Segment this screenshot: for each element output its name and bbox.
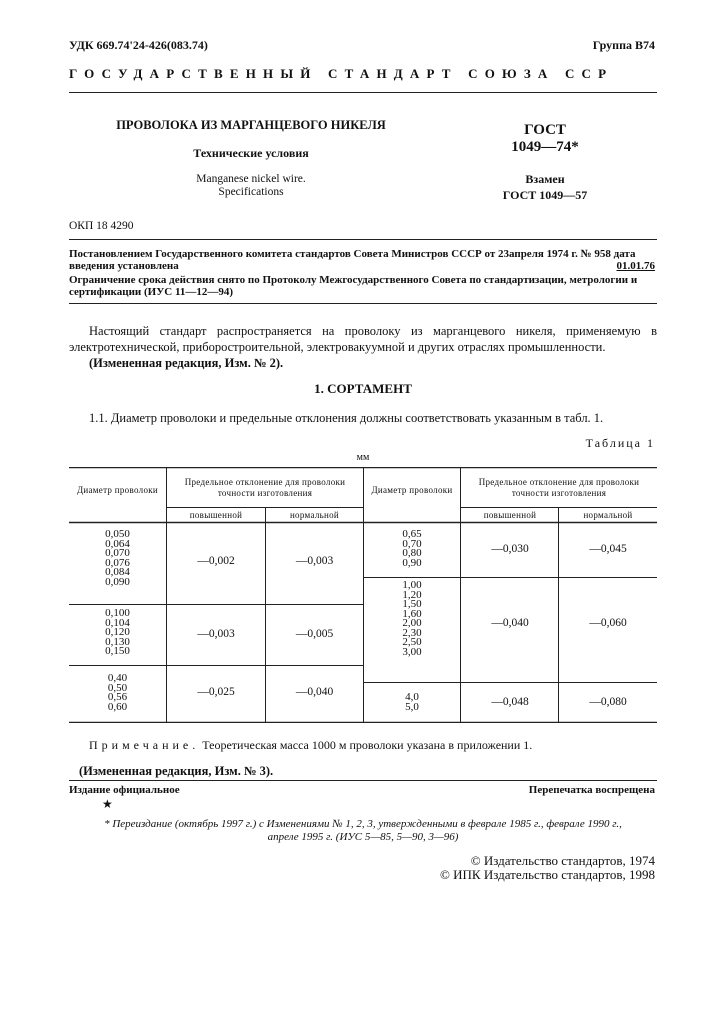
reprint-prohibited: Перепечатка воспрещена — [528, 784, 655, 796]
left-group-2-diameters: 0,100 0,104 0,120 0,130 0,150 — [105, 607, 130, 657]
scope-edition-note: (Измененная редакция, Изм. № 2). — [89, 356, 284, 370]
gost-label: ГОСТ — [524, 122, 566, 138]
right-group-3-diameters: 4,0 5,0 — [405, 691, 419, 713]
right-group-2-diameters: 1,00 1,20 1,50 1,60 2,00 2,30 2,50 3,00 — [402, 579, 422, 658]
right-group-2-normal: —0,060 — [589, 617, 627, 629]
document-subtitle: Технические условия — [193, 146, 309, 160]
resolution-line-1b: введения установлена — [69, 260, 179, 272]
table-note — [89, 738, 657, 753]
right-group-1-normal: —0,045 — [589, 543, 627, 555]
resolution-line-3: сертификации (ИУС 11—12—94) — [69, 286, 234, 298]
table-unit: мм — [356, 452, 370, 463]
right-group-1-diameters: 0,65 0,70 0,80 0,90 — [402, 528, 422, 569]
resolution-line-1: Постановлением Государственного комитета стандартов Совета Министров СССР от 23апреля 1974 г. № 958 дата — [69, 248, 636, 260]
left-group-1-diameters: 0,050 0,064 0,070 0,076 0,084 0,090 — [105, 528, 130, 588]
udc-code: УДК 669.74'24-426(083.74) — [69, 38, 208, 52]
left-group-1-high: —0,002 — [197, 555, 235, 567]
header-normal-right: нормальной — [583, 510, 633, 520]
header-high-left: повышенной — [189, 510, 243, 520]
group-code: Группа В74 — [592, 38, 655, 52]
right-group-3-high: —0,048 — [491, 696, 529, 708]
note-edition: (Измененная редакция, Изм. № 3). — [79, 764, 274, 778]
okp-rule — [69, 239, 657, 240]
header-normal-left: нормальной — [289, 510, 340, 520]
okp-code: ОКП 18 4290 — [69, 220, 134, 232]
english-subtitle: Specifications — [218, 186, 284, 198]
note-lead: Примечание. — [89, 738, 200, 752]
left-group-2-high: —0,003 — [197, 628, 235, 640]
gost-number: 1049—74* — [511, 139, 579, 155]
header-diameter-right: Диаметр проволоки — [371, 485, 453, 495]
right-group-3-normal: —0,080 — [589, 696, 627, 708]
note-text: Теоретическая масса 1000 м проволоки указана в приложении 1. — [199, 738, 533, 752]
header-diameter-left: Диаметр проволоки — [76, 485, 159, 495]
footer-rule — [69, 780, 657, 781]
reissue-note-line-1: * Переиздание (октябрь 1997 г.) с Изменениями № 1, 2, 3, утвержденными в феврале 1985 г., феврале 1990 г., — [104, 818, 622, 830]
left-group-3-normal: —0,040 — [295, 686, 334, 698]
clause-1-1: 1.1. Диаметр проволоки и предельные отклонения должны соответствовать указанным в табл. 1. — [89, 411, 604, 425]
header-high-right: повышенной — [483, 510, 537, 520]
replaces-label: Взамен — [525, 172, 565, 186]
right-group-1-high: —0,030 — [491, 543, 529, 555]
left-group-3-diameters: 0,40 0,50 0,56 0,60 — [107, 672, 128, 713]
header-deviation-left: Предельное отклонение для проволоки точности изготовления — [184, 477, 346, 498]
right-group-2-high: —0,040 — [491, 617, 529, 629]
scope-paragraph-line-1: Настоящий стандарт распространяется на проволоку из марганцевого никеля, применяемую в — [89, 324, 657, 338]
resolution-rule — [69, 303, 657, 304]
section-title: 1. СОРТАМЕНТ — [314, 381, 412, 396]
effective-date: 01.01.76 — [616, 260, 655, 272]
standard-banner: ГОСУДАРСТВЕННЫЙ СТАНДАРТ СОЮЗА ССР — [69, 66, 614, 81]
scope-paragraph-line-2: электротехнической, приборостроительной, электровакуумной и других отраслях промышленности. — [69, 340, 606, 354]
left-group-1-normal: —0,003 — [295, 555, 334, 567]
resolution-line-2: Ограничение срока действия снято по Протоколу Межгосударственного Совета по стандартизации, метрологии и — [69, 274, 638, 286]
left-group-2-normal: —0,005 — [295, 628, 334, 640]
document-title: ПРОВОЛОКА ИЗ МАРГАНЦЕВОГО НИКЕЛЯ — [116, 118, 386, 132]
table-label: Таблица 1 — [585, 436, 655, 450]
copyright-1974: © Издательство стандартов, 1974 — [470, 853, 655, 868]
header-rule — [69, 92, 657, 93]
official-edition: Издание официальное — [69, 784, 180, 796]
copyright-1998: © ИПК Издательство стандартов, 1998 — [440, 867, 655, 882]
english-title: Manganese nickel wire. — [196, 173, 306, 185]
table-1 — [69, 467, 657, 723]
reissue-note-line-2: апреле 1995 г. (ИУС 5—85, 5—90, 3—96) — [267, 831, 459, 843]
left-group-3-high: —0,025 — [197, 686, 235, 698]
star-mark: ★ — [102, 797, 113, 811]
header-deviation-right: Предельное отклонение для проволоки точности изготовления — [478, 477, 640, 498]
replaces-number: ГОСТ 1049—57 — [502, 188, 588, 202]
